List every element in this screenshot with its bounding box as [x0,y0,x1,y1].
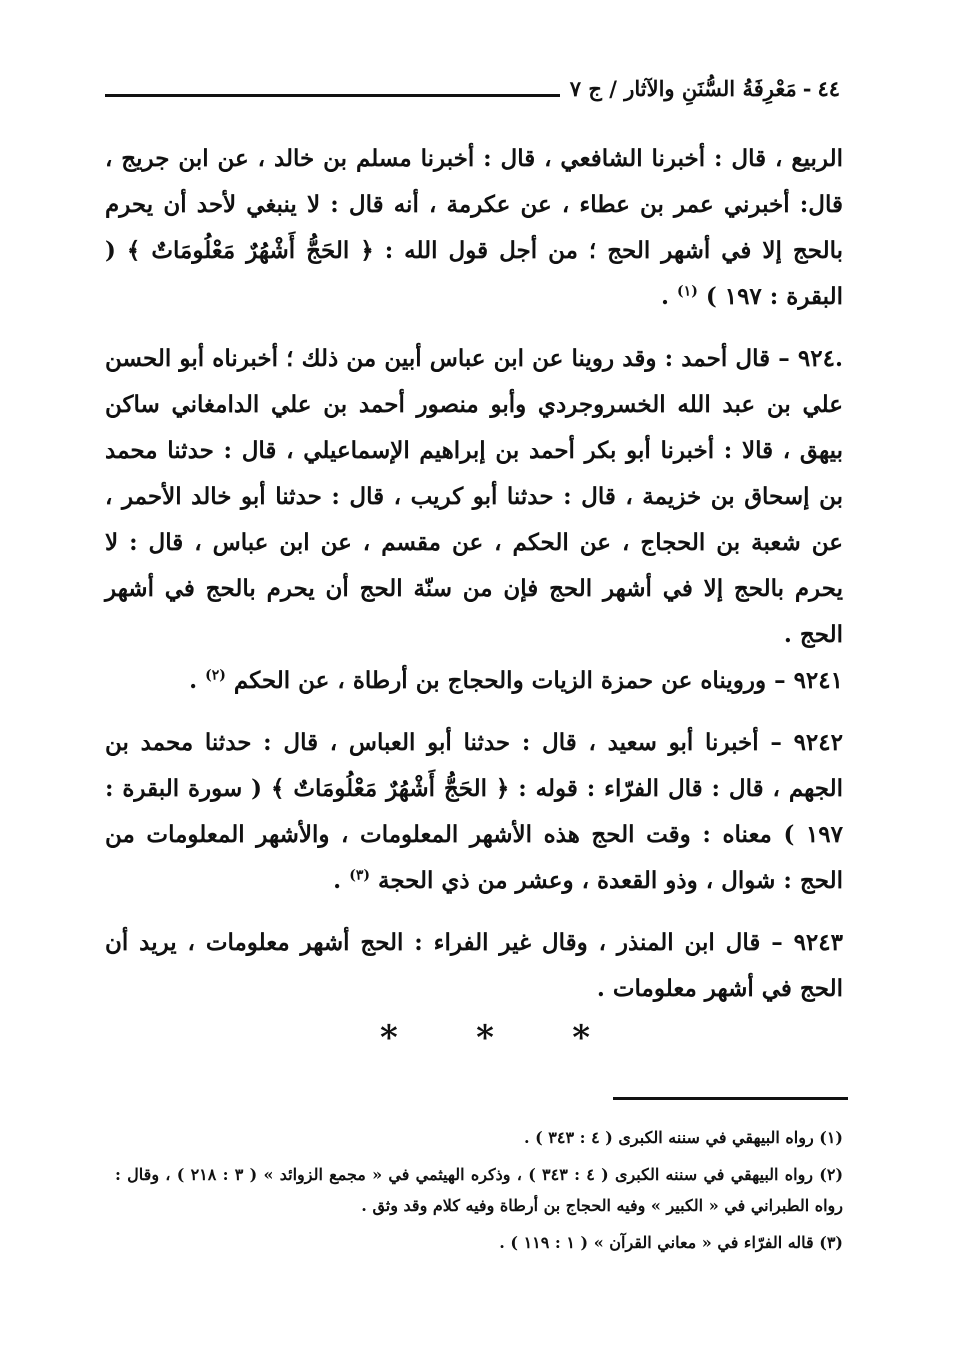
footnote-2: (٢) رواه البيهقي في سننه الكبرى ( ٤ : ٣٤٣ ) ، وذكره الهيثمي في « مجمع الزوائد » ( ٣ : ٢١٨ ) ، وقال : رواه الطبراني في « الكبير » وفيه الحجاج بن أرطاة وفيه كلام وقد وثق . [115,1165,844,1215]
footnote-ref-3: (٣) [349,867,370,884]
footnote-1: (١) رواه البيهقي في سننه الكبرى ( ٤ : ٣٤٣ ) . [523,1128,843,1147]
page-number: ٤٤ [817,75,840,101]
book-title: مَعْرِفَةُ السُّنَنِ والآثار / ج ٧ [569,75,797,101]
paragraph-9241: ٩٢٤١ – ورويناه عن حمزة الزيات والحجاج بن أرطاة ، عن الحكم $^{(٢)}$ . [189,667,843,694]
star: * [476,1018,494,1058]
footnote-ref-2: (٢) [205,667,226,684]
section-divider [380,1018,590,1058]
paragraph-9242: ٩٢٤٢ – أخبرنا أبو سعيد ، قال : حدثنا أبو العباس ، قال : حدثنا محمد بن الجهم ، قال : قال الفرّاء : قوله : ﴿ الحَجُّ أَشْهُرٌ مَعْلُومَاتٌ ﴾ ( سورة البقرة : ١٩٧ ) معناه : وقت الحج هذه الأشهر المعلومات ، والأشهر المعلومات من الحج : شوال ، وذو القعدة ، وعشر من ذي الحجة $^{(٣)}$ . [105,729,843,894]
paragraph-9240: .٩٢٤ – قال أحمد : وقد روينا عن ابن عباس أبين من ذلك ؛ أخبرناه أبو الحسن علي بن عبد الله الخسروجردي وأبو منصور أحمد بن علي الدامغاني ساكن بيهق ، قالا : أخبرنا أبو بكر أحمد بن إبراهيم الإسماعيلي ، قال : حدثنا محمد بن إسحاق بن خزيمة ، قال : حدثنا أبو كريب ، قال : حدثنا أبو خالد الأحمر ، عن شعبة بن الحجاج ، عن الحكم ، عن مقسم ، عن ابن عباس ، قال : لا يحرم بالحج إلا في أشهر الحج فإن من سنّة الحج أن يحرم بالحج في أشهر الحج . [105,345,843,648]
paragraph-continuation: الربيع ، قال : أخبرنا الشافعي ، قال : أخبرنا مسلم بن خالد ، عن ابن جريج ، قال: أخبرني عمر بن عطاء ، عن عكرمة ، أنه قال : لا ينبغي لأحد أن يحرم بالحج إلا في أشهر الحج ؛ من أجل قول الله : ﴿ الحَجُّ أَشْهُرٌ مَعْلُومَاتٌ ﴾ ( البقرة : ١٩٧ ) $^{(١)}$ . [105,145,843,310]
running-header [105,74,840,102]
footnote-rule [613,1097,848,1100]
footnotes [115,1122,843,1264]
header-separator: - [802,75,812,101]
star: * [380,1018,398,1058]
main-text [105,136,843,1028]
header-rule [105,94,560,97]
footnote-3: (٣) قاله الفرّاء في « معاني القرآن » ( ١ : ١١٩ ) . [499,1233,843,1252]
star: * [572,1018,590,1058]
paragraph-9243: ٩٢٤٣ – قال ابن المنذر ، وقال غير الفراء : الحج أشهر معلومات ، يريد أن الحج في أشهر معلومات . [105,929,843,1002]
footnote-ref-1: (١) [677,283,698,300]
